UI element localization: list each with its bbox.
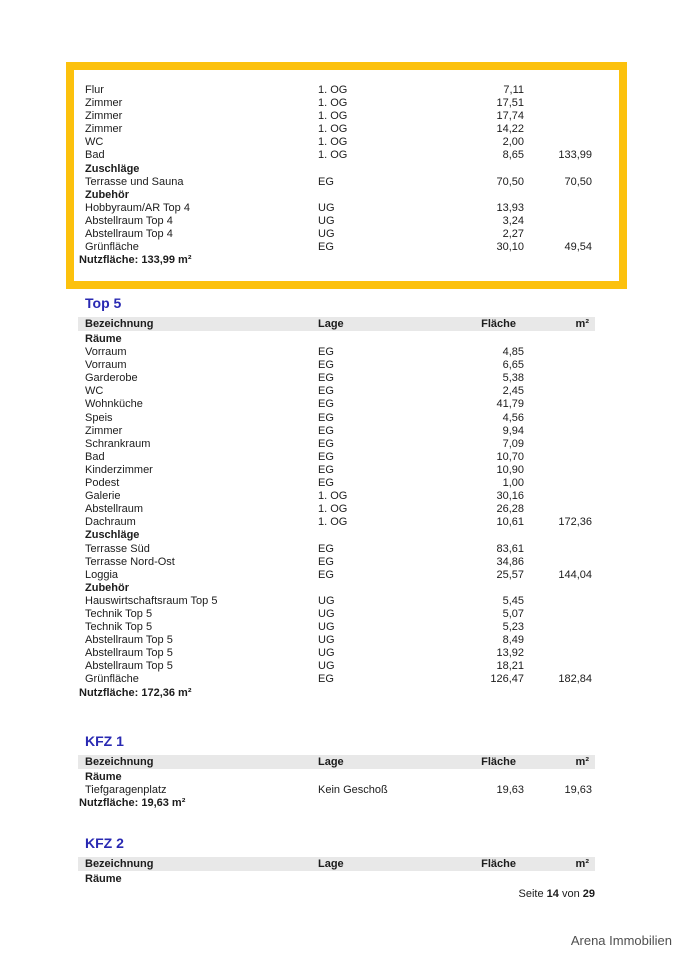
cell-flaeche: 5,07 <box>502 607 524 620</box>
cell-lage: EG <box>318 411 334 424</box>
brand-watermark: Arena Immobilien <box>570 933 672 948</box>
cell-flaeche: 70,50 <box>496 175 524 188</box>
cell-m2 <box>524 451 592 464</box>
table-header <box>78 755 595 769</box>
cell-m2 <box>524 123 592 136</box>
cell-lage: UG <box>318 201 335 214</box>
column-header-flaeche: Fläche <box>481 756 516 768</box>
cell-lage: EG <box>318 385 334 398</box>
table-row <box>78 215 595 228</box>
total-label: Nutzfläche: 172,36 m² <box>79 686 192 699</box>
cell-lage: EG <box>318 477 334 490</box>
von-label: von <box>558 888 583 900</box>
cell-flaeche: 3,24 <box>502 214 524 227</box>
table-row <box>78 595 595 608</box>
total-pages: 29 <box>582 888 595 900</box>
table-row <box>78 543 595 556</box>
cell-bezeichnung: Bad <box>85 149 105 162</box>
table-body-kfz1 <box>78 771 595 810</box>
cell-flaeche: 4,85 <box>502 346 524 359</box>
cell-m2 <box>524 215 592 228</box>
cell-m2 <box>524 385 592 398</box>
column-header-lage: Lage <box>318 858 344 870</box>
cell-flaeche: 83,61 <box>496 542 524 555</box>
total-row <box>78 254 595 267</box>
group-label: Räume <box>85 333 122 345</box>
cell-lage: 1. OG <box>318 503 348 516</box>
cell-bezeichnung: Podest <box>85 477 120 490</box>
cell-m2 <box>524 228 592 241</box>
cell-flaeche: 18,21 <box>496 660 524 673</box>
cell-bezeichnung: Hauswirtschaftsraum Top 5 <box>85 594 218 607</box>
table-row <box>78 372 595 385</box>
column-header-flaeche: Fläche <box>481 858 516 870</box>
cell-flaeche: 10,70 <box>496 450 524 463</box>
cell-flaeche: 1,00 <box>502 477 524 490</box>
cell-bezeichnung: Dachraum <box>85 516 136 529</box>
cell-m2 <box>524 543 592 556</box>
cell-flaeche: 5,45 <box>502 594 524 607</box>
total-row <box>78 797 595 810</box>
group-label: Zuschläge <box>85 162 140 175</box>
section-title-kfz1: KFZ 1 <box>85 733 124 749</box>
table-row <box>78 176 595 189</box>
cell-lage: EG <box>318 241 334 254</box>
table-row <box>78 123 595 136</box>
cell-bezeichnung: Terrasse und Sauna <box>85 175 184 188</box>
table-row <box>78 464 595 477</box>
table-row <box>78 784 595 797</box>
cell-flaeche: 25,57 <box>496 568 524 581</box>
column-header-flaeche: Fläche <box>481 318 516 330</box>
column-header-m2: m² <box>575 858 589 870</box>
cell-m2 <box>524 464 592 477</box>
cell-lage: EG <box>318 175 334 188</box>
column-header-bezeichnung: Bezeichnung <box>85 858 154 870</box>
column-header-bezeichnung: Bezeichnung <box>85 318 154 330</box>
cell-m2 <box>524 647 592 660</box>
cell-m2 <box>524 412 592 425</box>
cell-m2 <box>524 490 592 503</box>
table-row <box>78 425 595 438</box>
cell-flaeche: 17,51 <box>496 97 524 110</box>
cell-m2 <box>524 621 592 634</box>
cell-lage: EG <box>318 463 334 476</box>
table-row <box>78 359 595 372</box>
column-header-lage: Lage <box>318 318 344 330</box>
table-row <box>78 398 595 411</box>
group-label: Zuschläge <box>85 529 140 542</box>
cell-flaeche: 10,90 <box>496 463 524 476</box>
cell-lage: 1. OG <box>318 136 348 149</box>
cell-lage: EG <box>318 673 334 686</box>
cell-lage: UG <box>318 647 335 660</box>
cell-bezeichnung: Abstellraum <box>85 503 144 516</box>
group-label: Räume <box>85 771 122 783</box>
cell-bezeichnung: Technik Top 5 <box>85 621 153 634</box>
table-row <box>78 569 595 582</box>
cell-bezeichnung: Schrankraum <box>85 437 151 450</box>
cell-bezeichnung: Grünfläche <box>85 673 139 686</box>
cell-flaeche: 34,86 <box>496 555 524 568</box>
cell-lage: 1. OG <box>318 516 348 529</box>
group-label: Zubehör <box>85 188 129 201</box>
cell-lage: EG <box>318 398 334 411</box>
table-row <box>78 490 595 503</box>
table-row <box>78 385 595 398</box>
cell-lage: 1. OG <box>318 123 348 136</box>
cell-bezeichnung: Kinderzimmer <box>85 463 153 476</box>
table-row <box>78 110 595 123</box>
cell-m2 <box>524 556 592 569</box>
cell-lage: UG <box>318 621 335 634</box>
cell-flaeche: 2,00 <box>502 136 524 149</box>
cell-bezeichnung: Terrasse Nord-Ost <box>85 555 175 568</box>
table-row <box>78 477 595 490</box>
cell-flaeche: 2,45 <box>502 385 524 398</box>
cell-lage: EG <box>318 424 334 437</box>
cell-m2: 49,54 <box>564 241 592 254</box>
cell-lage: EG <box>318 372 334 385</box>
cell-bezeichnung: Wohnküche <box>85 398 143 411</box>
cell-bezeichnung: Technik Top 5 <box>85 607 153 620</box>
cell-m2: 172,36 <box>558 516 592 529</box>
table-row <box>78 97 595 110</box>
cell-flaeche: 14,22 <box>496 123 524 136</box>
cell-m2: 182,84 <box>558 673 592 686</box>
cell-flaeche: 4,56 <box>502 411 524 424</box>
seite-label: Seite <box>518 888 547 900</box>
table-row <box>78 438 595 451</box>
table-row <box>78 608 595 621</box>
total-label: Nutzfläche: 19,63 m² <box>79 797 186 810</box>
cell-lage: 1. OG <box>318 149 348 162</box>
table-body-kfz2 <box>78 873 595 886</box>
section-kfz1 <box>78 734 595 810</box>
group-row <box>78 333 595 346</box>
cell-m2 <box>524 359 592 372</box>
cell-bezeichnung: Terrasse Süd <box>85 542 150 555</box>
table-header <box>78 857 595 871</box>
table-row <box>78 621 595 634</box>
cell-flaeche: 41,79 <box>496 398 524 411</box>
table-row <box>78 556 595 569</box>
cell-bezeichnung: WC <box>85 136 104 149</box>
cell-m2 <box>524 503 592 516</box>
cell-lage: 1. OG <box>318 110 348 123</box>
table-row <box>78 647 595 660</box>
section-kfz2 <box>78 836 595 886</box>
cell-flaeche: 17,74 <box>496 110 524 123</box>
table-row <box>78 84 595 97</box>
group-label: Zubehör <box>85 581 129 594</box>
cell-flaeche: 5,23 <box>502 621 524 634</box>
cell-flaeche: 13,93 <box>496 201 524 214</box>
cell-flaeche: 2,27 <box>502 228 524 241</box>
cell-lage: UG <box>318 634 335 647</box>
cell-flaeche: 9,94 <box>502 424 524 437</box>
cell-bezeichnung: Abstellraum Top 4 <box>85 228 173 241</box>
page-number: 14 <box>546 888 559 900</box>
table-row <box>78 241 595 254</box>
section-title-top5: Top 5 <box>85 295 122 311</box>
cell-m2: 144,04 <box>558 568 592 581</box>
cell-lage: EG <box>318 542 334 555</box>
cell-lage: 1. OG <box>318 97 348 110</box>
cell-flaeche: 5,38 <box>502 372 524 385</box>
cell-bezeichnung: Vorraum <box>85 359 127 372</box>
cell-flaeche: 7,11 <box>503 84 524 96</box>
group-row <box>78 529 595 542</box>
cell-lage: 1. OG <box>318 84 348 96</box>
cell-m2 <box>524 136 592 149</box>
cell-bezeichnung: Flur <box>85 84 104 96</box>
cell-bezeichnung: Zimmer <box>85 424 123 437</box>
cell-bezeichnung: Speis <box>85 411 113 424</box>
group-row <box>78 873 595 886</box>
cell-m2 <box>524 346 592 359</box>
cell-m2 <box>524 634 592 647</box>
total-label: Nutzfläche: 133,99 m² <box>79 254 192 267</box>
table-header <box>78 317 595 331</box>
cell-bezeichnung: Abstellraum Top 5 <box>85 660 173 673</box>
table-row <box>78 136 595 149</box>
table-row <box>78 660 595 673</box>
group-label: Räume <box>85 873 122 885</box>
cell-lage: UG <box>318 594 335 607</box>
cell-m2 <box>524 438 592 451</box>
cell-flaeche: 8,49 <box>502 634 524 647</box>
cell-m2: 133,99 <box>558 149 592 162</box>
cell-lage: UG <box>318 214 335 227</box>
cell-lage: UG <box>318 660 335 673</box>
cell-m2 <box>524 660 592 673</box>
table-row <box>78 202 595 215</box>
column-header-m2: m² <box>575 318 589 330</box>
table-row <box>78 634 595 647</box>
cell-lage: UG <box>318 228 335 241</box>
cell-bezeichnung: Hobbyraum/AR Top 4 <box>85 201 190 214</box>
cell-m2 <box>524 202 592 215</box>
cell-flaeche: 7,09 <box>502 437 524 450</box>
cell-lage: 1. OG <box>318 490 348 503</box>
cell-bezeichnung: Zimmer <box>85 97 123 110</box>
cell-m2 <box>524 84 592 97</box>
table-row <box>78 516 595 529</box>
highlight-annotation-box <box>66 62 627 289</box>
cell-bezeichnung: Vorraum <box>85 346 127 359</box>
cell-lage: EG <box>318 568 334 581</box>
cell-lage: Kein Geschoß <box>318 784 388 797</box>
cell-m2: 19,63 <box>564 784 592 797</box>
cell-bezeichnung: Abstellraum Top 4 <box>85 214 173 227</box>
total-row <box>78 687 595 700</box>
cell-flaeche: 30,16 <box>496 490 524 503</box>
column-header-bezeichnung: Bezeichnung <box>85 756 154 768</box>
section-title-kfz2: KFZ 2 <box>85 835 124 851</box>
cell-bezeichnung: Zimmer <box>85 123 123 136</box>
highlighted-table-body <box>78 84 595 267</box>
page-number-footer <box>78 888 595 901</box>
cell-lage: UG <box>318 607 335 620</box>
cell-m2: 70,50 <box>564 175 592 188</box>
cell-bezeichnung: Tiefgaragenplatz <box>85 784 167 797</box>
cell-m2 <box>524 372 592 385</box>
table-row <box>78 673 595 686</box>
group-row <box>78 771 595 784</box>
cell-flaeche: 30,10 <box>496 241 524 254</box>
cell-lage: EG <box>318 346 334 359</box>
cell-m2 <box>524 398 592 411</box>
table-row <box>78 503 595 516</box>
cell-bezeichnung: Zimmer <box>85 110 123 123</box>
cell-bezeichnung: Grünfläche <box>85 241 139 254</box>
cell-bezeichnung: Garderobe <box>85 372 138 385</box>
column-header-m2: m² <box>575 756 589 768</box>
cell-bezeichnung: Galerie <box>85 490 121 503</box>
group-row <box>78 163 595 176</box>
cell-m2 <box>524 110 592 123</box>
table-row <box>78 228 595 241</box>
table-row <box>78 451 595 464</box>
cell-bezeichnung: Abstellraum Top 5 <box>85 647 173 660</box>
cell-m2 <box>524 97 592 110</box>
cell-m2 <box>524 477 592 490</box>
cell-flaeche: 8,65 <box>502 149 524 162</box>
cell-bezeichnung: Loggia <box>85 568 119 581</box>
cell-lage: EG <box>318 359 334 372</box>
cell-lage: EG <box>318 450 334 463</box>
cell-flaeche: 6,65 <box>502 359 524 372</box>
group-row <box>78 582 595 595</box>
table-row <box>78 412 595 425</box>
cell-bezeichnung: WC <box>85 385 104 398</box>
cell-flaeche: 10,61 <box>496 516 524 529</box>
cell-flaeche: 26,28 <box>496 503 524 516</box>
cell-bezeichnung: Bad <box>85 450 105 463</box>
cell-m2 <box>524 608 592 621</box>
section-top5 <box>78 296 595 700</box>
group-row <box>78 189 595 202</box>
column-header-lage: Lage <box>318 756 344 768</box>
cell-lage: EG <box>318 437 334 450</box>
cell-bezeichnung: Abstellraum Top 5 <box>85 634 173 647</box>
table-row <box>78 346 595 359</box>
cell-m2 <box>524 425 592 438</box>
table-body-top5 <box>78 333 595 700</box>
cell-flaeche: 13,92 <box>496 647 524 660</box>
cell-flaeche: 126,47 <box>490 673 524 686</box>
cell-flaeche: 19,63 <box>496 784 524 797</box>
cell-lage: EG <box>318 555 334 568</box>
table-row <box>78 149 595 162</box>
cell-m2 <box>524 595 592 608</box>
